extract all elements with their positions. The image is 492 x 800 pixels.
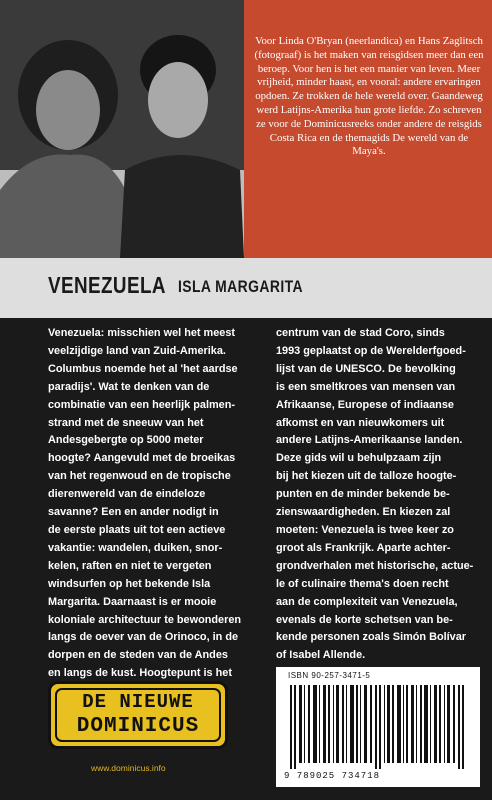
logo-line2: DOMINICUS	[76, 715, 200, 738]
author-section	[0, 0, 492, 258]
isbn-barcode-box	[276, 667, 480, 787]
logo-line1: DE NIEUWE	[82, 691, 194, 713]
author-bio-panel	[244, 0, 492, 258]
barcode-icon	[288, 685, 468, 769]
barcode-number: 9 789025 734718	[284, 771, 381, 781]
isbn-label: ISBN 90-257-3471-5	[288, 671, 371, 680]
dominicus-logo	[48, 681, 228, 749]
book-title: VENEZUELA	[48, 272, 166, 298]
author-bio-text: Voor Linda O'Bryan (neerlandica) en Hans Zaglitsch (fotograaf) is het maken van reisgidsen meer dan een beroep. Voor hen is het een manier van leven. Meer vrijheid, minder haast, en vooral: andere ervaringen opdoen. Ze trokken de hele wereld over. Gaandeweg werd Latijns-Amerika hun grote liefde. Zo schreven ze voor de Dominicusreeks onder andere de reisgids Costa Rica en de themagids De wereld van de Maya's.	[254, 35, 484, 158]
description-right-column: centrum van de stad Coro, sinds 1993 geplaatst op de Werelderfgoed- lijst van de UNESCO. De bevolking is een smeltkroes van mensen van Afrikaanse, Europese of indiaanse afkomst en van nieuwkomers uit andere Latijns-Amerikaanse landen. Deze gids wil u behulpzaam zijn bij het kiezen uit de talloze hoogte- punten en de minder bekende be- zienswaardigheden. En kiezen zal moeten: Venezuela is twee keer zo groot als Frankrijk. Aparte achter- grondverhalen met historische, actue- le of culinaire thema's doen recht aan de complexiteit van Venezuela, evenals de korte schetsen van be- kende personen zoals Simón Bolívar of Isabel Allende.	[276, 327, 474, 662]
book-subtitle: ISLA MARGARITA	[178, 277, 303, 296]
description-left-column: Venezuela: misschien wel het meest veelzijdige land van Zuid-Amerika. Columbus noemde het al 'het aardse paradijs'. Wat te denken van de combinatie van een heerlijk palmen- strand met de sneeuw van het Andesgebergte op 5000 meter hoogte? Aangevuld met de broeikas van het regenwoud en de tropische dierenwereld van de eindeloze savanne? Een en ander nodigt in de eerste plaats uit tot een actieve vakantie: wandelen, duiken, snor- kelen, raften en niet te vergeten windsurfen op het bekende Isla Margarita. Daarnaast is er mooie koloniale architectuur te bewonderen langs de oever van de Orinoco, in de dorpen en de steden van de Andes en langs de kust. Hoogtepunt is het	[48, 327, 242, 680]
author-photo	[0, 0, 244, 258]
website-link[interactable]: www.dominicus.info	[91, 763, 166, 773]
